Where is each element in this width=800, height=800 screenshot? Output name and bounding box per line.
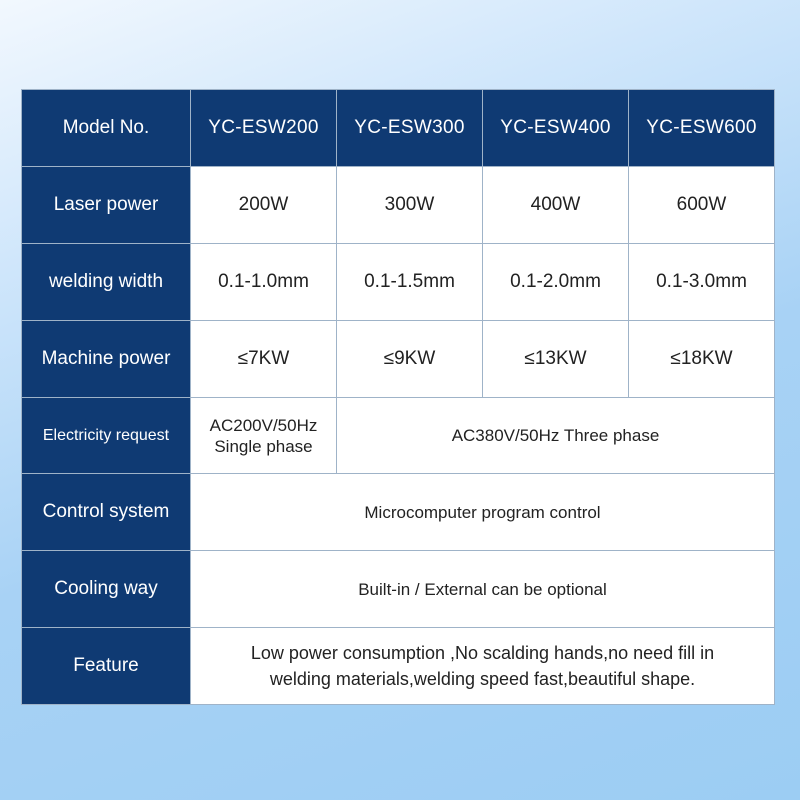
welding-width-row — [22, 244, 775, 321]
feature-row — [22, 628, 775, 705]
control-system-header: Control system — [22, 474, 191, 551]
single-phase-label: Single phase — [214, 436, 313, 456]
electricity-header: Electricity request — [22, 398, 191, 474]
cooling-way-row — [22, 551, 775, 628]
single-phase-voltage: AC200V/50Hz — [209, 415, 318, 435]
control-system-row — [22, 474, 775, 551]
laser-power-cell: 300W — [337, 167, 483, 244]
electricity-three-phase-cell: AC380V/50Hz Three phase — [337, 398, 775, 474]
feature-line-2: welding materials,welding speed fast,beautiful shape. — [269, 669, 696, 689]
welding-width-cell: 0.1-1.5mm — [337, 244, 483, 321]
model-row — [22, 90, 775, 167]
welding-width-cell: 0.1-1.0mm — [191, 244, 337, 321]
spec-table — [21, 89, 775, 705]
model-yc-esw200: YC-ESW200 — [191, 90, 337, 167]
feature-line-1: Low power consumption ,No scalding hands,no need fill in — [250, 643, 715, 663]
machine-power-cell: ≤18KW — [629, 321, 775, 398]
laser-power-header: Laser power — [22, 167, 191, 244]
electricity-single-phase-cell — [191, 398, 337, 474]
welding-width-cell: 0.1-3.0mm — [629, 244, 775, 321]
machine-power-cell: ≤9KW — [337, 321, 483, 398]
machine-power-header: Machine power — [22, 321, 191, 398]
welding-width-header: welding width — [22, 244, 191, 321]
laser-power-row — [22, 167, 775, 244]
model-no-header: Model No. — [22, 90, 191, 167]
laser-power-cell: 200W — [191, 167, 337, 244]
feature-header: Feature — [22, 628, 191, 705]
welding-width-cell: 0.1-2.0mm — [483, 244, 629, 321]
cooling-way-cell: Built-in / External can be optional — [191, 551, 775, 628]
model-yc-esw600: YC-ESW600 — [629, 90, 775, 167]
electricity-row — [22, 398, 775, 474]
machine-power-row — [22, 321, 775, 398]
machine-power-cell: ≤7KW — [191, 321, 337, 398]
cooling-way-header: Cooling way — [22, 551, 191, 628]
model-yc-esw400: YC-ESW400 — [483, 90, 629, 167]
laser-power-cell: 600W — [629, 167, 775, 244]
control-system-cell: Microcomputer program control — [191, 474, 775, 551]
model-yc-esw300: YC-ESW300 — [337, 90, 483, 167]
laser-power-cell: 400W — [483, 167, 629, 244]
machine-power-cell: ≤13KW — [483, 321, 629, 398]
feature-cell — [191, 628, 775, 705]
